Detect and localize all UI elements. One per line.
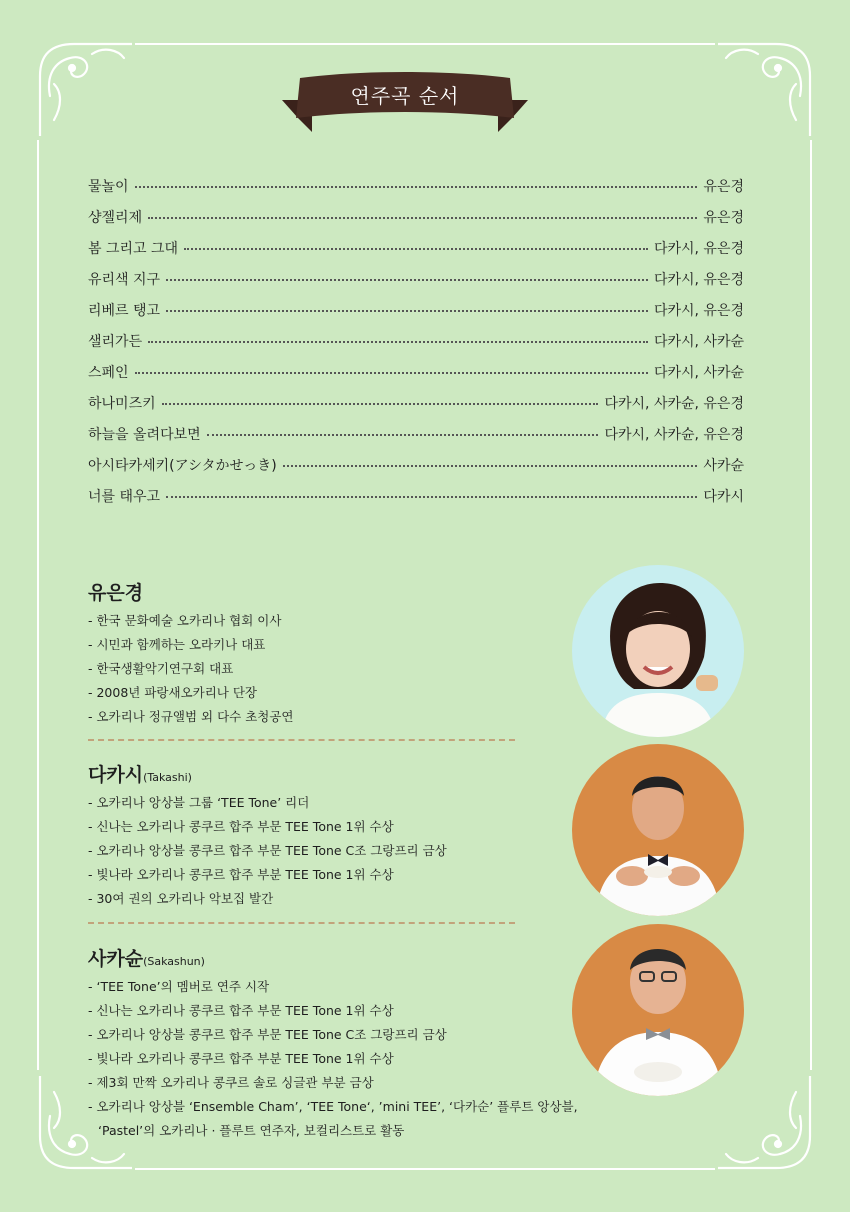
bio-item: - 오카리나 앙상블 그룹 ‘TEE Tone’ 리더 — [88, 795, 310, 810]
song-title: 하나미즈키 — [88, 395, 156, 412]
corner-ornament-top-right — [718, 36, 818, 136]
performer-name: 유은경 — [88, 582, 144, 604]
song-performers: 다카시, 사카슌, 유은경 — [604, 395, 744, 412]
song-performers: 유은경 — [703, 209, 744, 226]
program-row — [88, 480, 744, 511]
bio-item: - 빛나라 오카리나 콩쿠르 합주 부분 TEE Tone 1위 수상 — [88, 867, 394, 882]
song-title: 샐리가든 — [88, 333, 143, 350]
bio-item: - 2008년 파랑새오카리나 단장 — [88, 685, 257, 700]
bio-item: - 시민과 함께하는 오라키나 대표 — [88, 637, 266, 652]
performer-photo-yoo — [572, 565, 744, 737]
song-performers: 다카시, 사카슌 — [653, 364, 744, 381]
song-title: 샹젤리제 — [88, 209, 143, 226]
program-row — [88, 263, 744, 294]
frame-bottom-line — [135, 1168, 715, 1170]
section-divider — [88, 922, 515, 924]
performer-name-en: (Sakashun) — [143, 955, 205, 968]
dot-leader — [166, 310, 648, 312]
dot-leader — [162, 403, 599, 405]
bio-item: - 빛나라 오카리나 콩쿠르 합주 부분 TEE Tone 1위 수상 — [88, 1051, 394, 1066]
song-title: 너를 태우고 — [88, 488, 161, 505]
song-title: 스페인 — [88, 364, 129, 381]
program-row — [88, 418, 744, 449]
program-list — [88, 170, 744, 511]
dot-leader — [207, 434, 599, 436]
frame-right-line — [810, 140, 812, 1070]
bio-item: - 한국 문화예술 오카리나 협회 이사 — [88, 613, 282, 628]
performer-name-en: (Takashi) — [143, 771, 192, 784]
bio-item: - ‘TEE Tone’의 멤버로 연주 시작 — [88, 979, 270, 994]
dot-leader — [166, 496, 697, 498]
bio-item: - 30여 권의 오카리나 악보집 발간 — [88, 891, 274, 906]
program-row — [88, 294, 744, 325]
song-performers: 다카시, 유은경 — [653, 271, 744, 288]
performer-bio-sakashun — [88, 944, 578, 1143]
dot-leader — [184, 248, 648, 250]
performer-name: 다카시 — [88, 764, 144, 786]
song-performers: 다카시 — [703, 488, 744, 505]
song-performers: 다카시, 유은경 — [653, 240, 744, 257]
corner-ornament-top-left — [32, 36, 132, 136]
performer-photo-takashi — [572, 744, 744, 916]
song-performers: 다카시, 사카슌 — [653, 333, 744, 350]
song-performers: 다카시, 유은경 — [653, 302, 744, 319]
bio-item: - 한국생활악기연구회 대표 — [88, 661, 234, 676]
dot-leader — [148, 341, 648, 343]
performer-photo-sakashun — [572, 924, 744, 1096]
song-performers: 다카시, 사카슌, 유은경 — [604, 426, 744, 443]
dot-leader — [148, 217, 697, 219]
song-title: 물놀이 — [88, 178, 129, 195]
dot-leader — [166, 279, 648, 281]
dot-leader — [283, 465, 698, 467]
bio-item: - 오카리나 앙상블 ‘Ensemble Cham’, ‘TEE Tone‘, ’mini TEE’, ‘다카순’ 플루트 앙상블, — [88, 1099, 578, 1114]
performer-name: 사카슌 — [88, 948, 144, 970]
song-performers: 사카슌 — [703, 457, 744, 474]
program-row — [88, 356, 744, 387]
program-row — [88, 325, 744, 356]
title-banner — [282, 72, 528, 138]
bio-item: - 제3회 만짝 오카리나 콩쿠르 솔로 싱글관 부분 금상 — [88, 1075, 374, 1090]
program-row — [88, 449, 744, 480]
section-divider — [88, 739, 515, 741]
corner-ornament-bottom-right — [718, 1076, 818, 1176]
song-title: 리베르 탱고 — [88, 302, 161, 319]
performer-bio-takashi — [88, 760, 548, 911]
program-row — [88, 387, 744, 418]
bio-item: - 신나는 오카리나 콩쿠르 합주 부문 TEE Tone 1위 수상 — [88, 1003, 394, 1018]
song-performers: 유은경 — [703, 178, 744, 195]
bio-item: - 신나는 오카리나 콩쿠르 합주 부문 TEE Tone 1위 수상 — [88, 819, 394, 834]
program-row — [88, 170, 744, 201]
performer-bio-yoo — [88, 578, 548, 729]
page-title: 연주곡 순서 — [350, 84, 460, 108]
song-title: 봄 그리고 그대 — [88, 240, 179, 257]
bio-item: - 오카리나 앙상블 콩쿠르 합주 부문 TEE Tone C조 그랑프리 금상 — [88, 1027, 447, 1042]
song-title: 유리색 지구 — [88, 271, 161, 288]
program-row — [88, 232, 744, 263]
song-title: 아시타카세키(アシタかせっき) — [88, 457, 277, 474]
dot-leader — [135, 186, 698, 188]
frame-top-line — [135, 43, 715, 45]
bio-item-continuation: ‘Pastel’의 오카리나 · 플루트 연주자, 보컬리스트로 활동 — [98, 1123, 405, 1138]
bio-item: - 오카리나 앙상블 콩쿠르 합주 부문 TEE Tone C조 그랑프리 금상 — [88, 843, 447, 858]
bio-item: - 오카리나 정규앨범 외 다수 초청공연 — [88, 709, 294, 724]
program-row — [88, 201, 744, 232]
dot-leader — [135, 372, 648, 374]
song-title: 하늘을 올려다보면 — [88, 426, 201, 443]
frame-left-line — [37, 140, 39, 1070]
